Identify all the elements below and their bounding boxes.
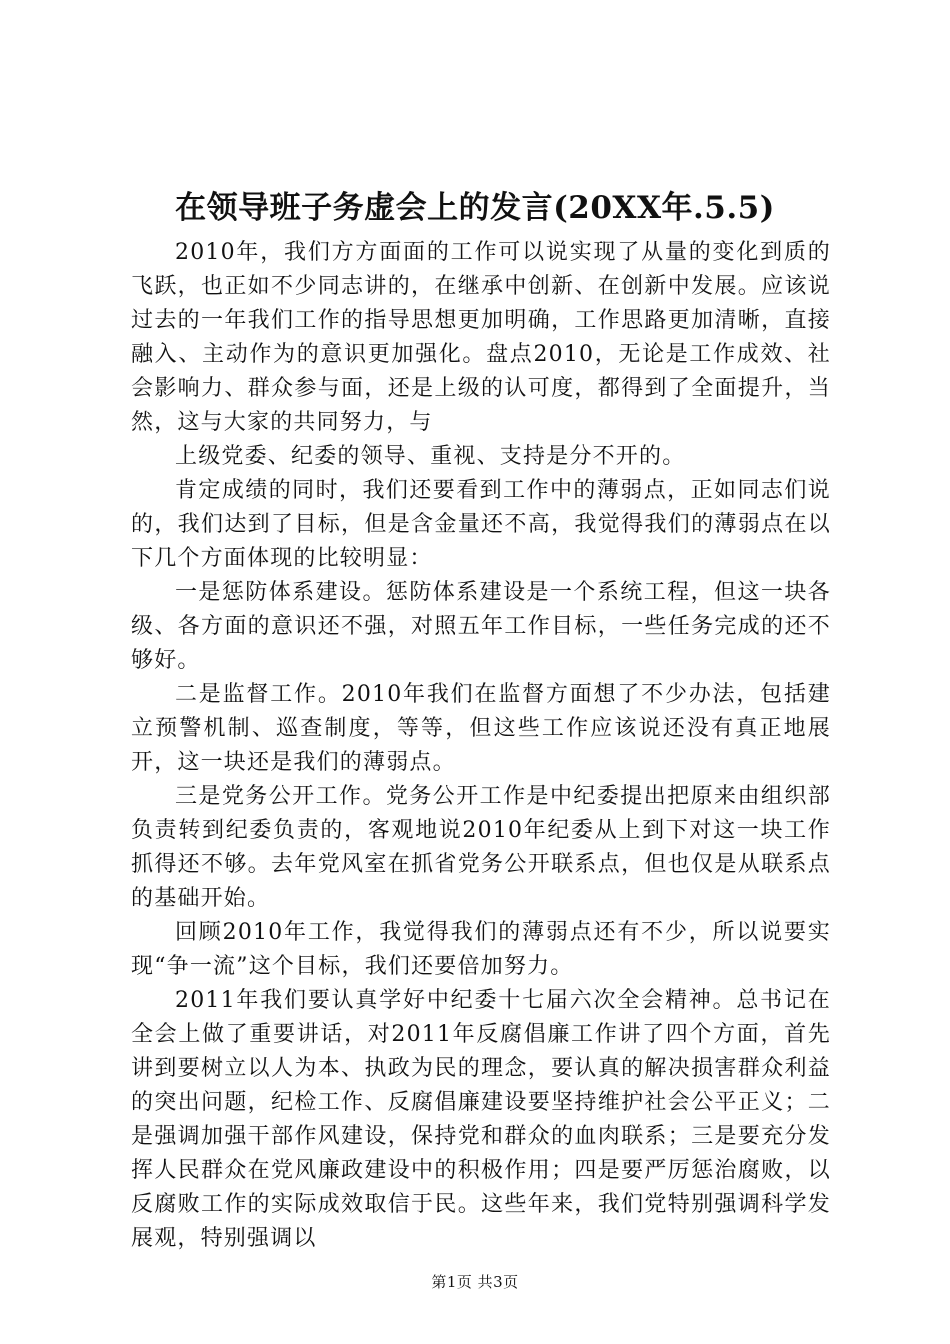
page-number-footer: 第1页 共3页 — [431, 1273, 519, 1291]
paragraph: 肯定成绩的同时，我们还要看到工作中的薄弱点，正如同志们说的，我们达到了目标，但是含金量还不高，我觉得我们的薄弱点在以下几个方面体现的比较明显： — [131, 478, 831, 571]
paragraph: 二是监督工作。2010年我们在监督方面想了不少办法，包括建立预警机制、巡查制度，等等，但这些工作应该说还没有真正地展开，这一块还是我们的薄弱点。 — [131, 682, 831, 775]
paragraph: 2011年我们要认真学好中纪委十七届六次全会精神。总书记在全会上做了重要讲话，对2011年反腐倡廉工作讲了四个方面，首先讲到要树立以人为本、执政为民的理念，要认真的解决损害群众利益的突出问题，纪检工作、反腐倡廉建设要坚持维护社会公平正义；二是强调加强干部作风建设，保持党和群众的血肉联系；三是要充分发挥人民群众在党风廉政建设中的积极作用；四是要严厉惩治腐败，以反腐败工作的实际成效取信于民。这些年来，我们党特别强调科学发展观，特别强调以 — [131, 988, 831, 1251]
document-body — [131, 236, 831, 1256]
paragraph: 三是党务公开工作。党务公开工作是中纪委提出把原来由组织部负责转到纪委负责的，客观地说2010年纪委从上到下对这一块工作抓得还不够。去年党风室在抓省党务公开联系点，但也仅是从联系点的基础开始。 — [131, 784, 831, 911]
paragraph: 一是惩防体系建设。惩防体系建设是一个系统工程，但这一块各级、各方面的意识还不强，对照五年工作目标，一些任务完成的还不够好。 — [131, 580, 831, 673]
paragraph: 2010年，我们方方面面的工作可以说实现了从量的变化到质的飞跃，也正如不少同志讲的，在继承中创新、在创新中发展。应该说过去的一年我们工作的指导思想更加明确，工作思路更加清晰，直接融入、主动作为的意识更加强化。盘点2010，无论是工作成效、社会影响力、群众参与面，还是上级的认可度，都得到了全面提升，当然，这与大家的共同努力，与 — [131, 240, 831, 435]
paragraph: 上级党委、纪委的领导、重视、支持是分不开的。 — [175, 444, 686, 469]
document-title: 在领导班子务虚会上的发言(20XX年.5.5) — [175, 190, 775, 226]
paragraph: 回顾2010年工作，我觉得我们的薄弱点还有不少，所以说要实现“争一流”这个目标，我们还要倍加努力。 — [131, 920, 831, 979]
